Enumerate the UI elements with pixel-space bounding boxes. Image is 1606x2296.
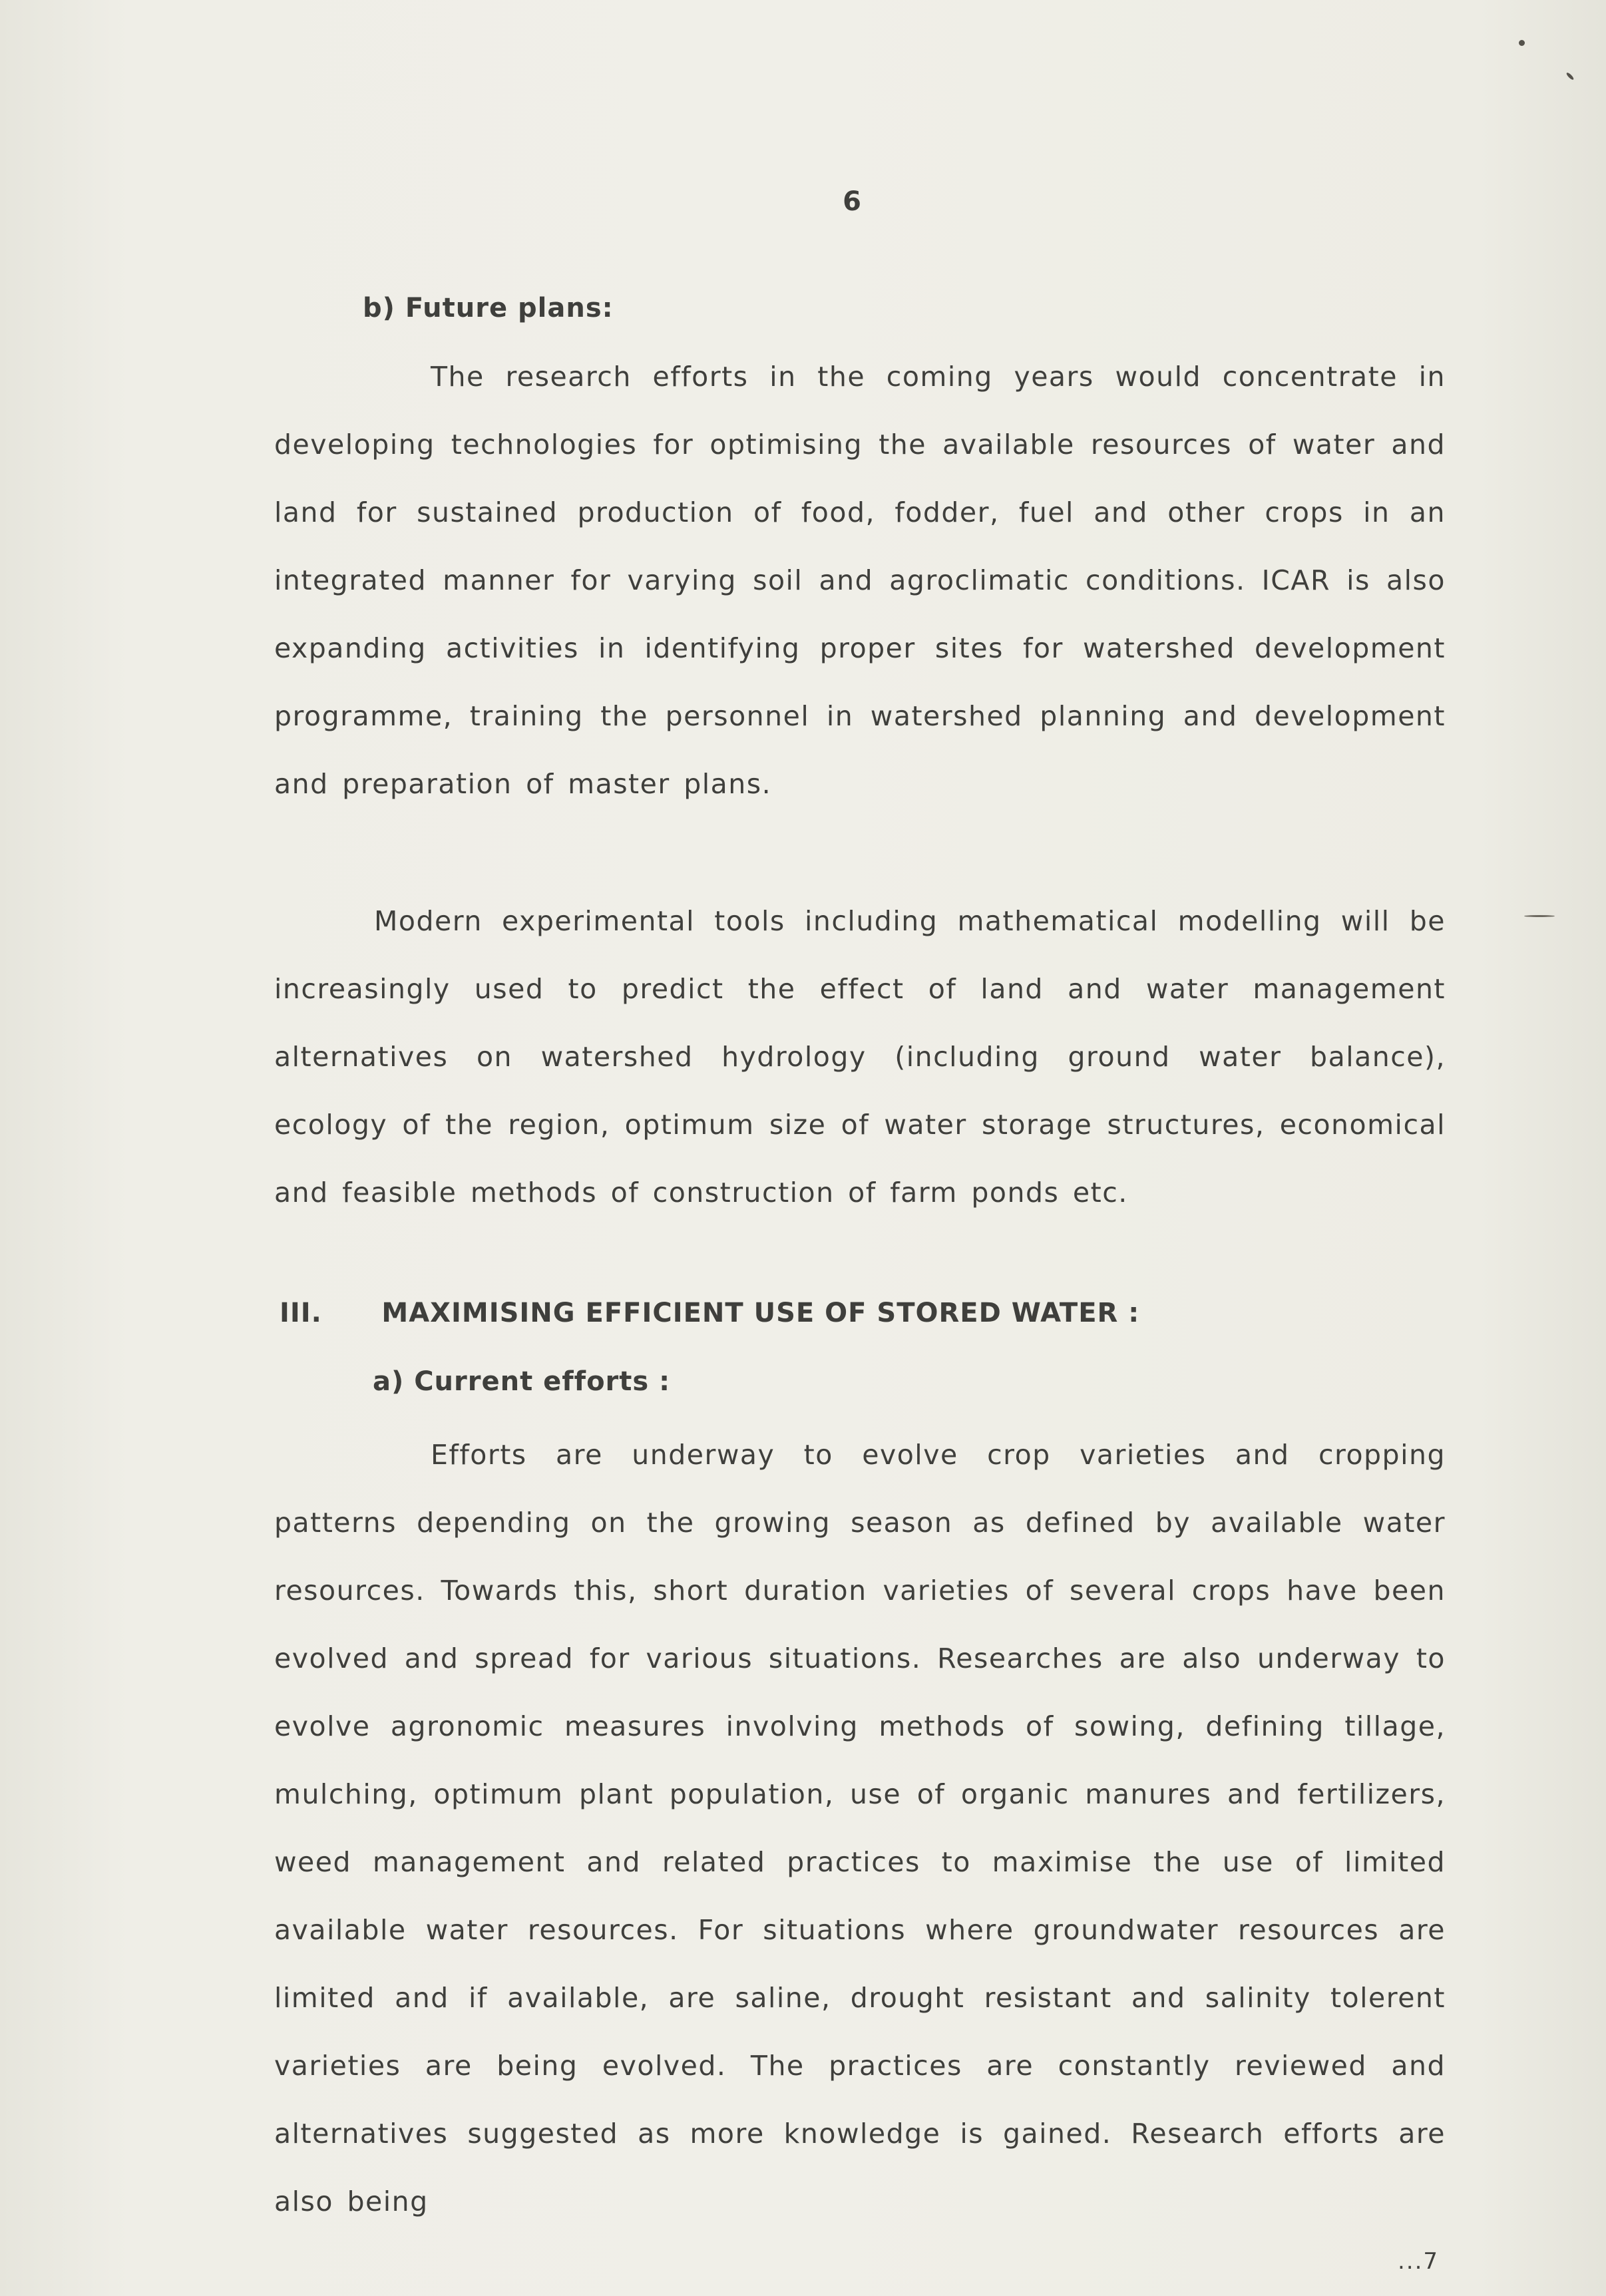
current-efforts-subheading: a) Current efforts : [373,1366,671,1397]
section-b-heading: b) Future plans: [363,293,614,323]
continuation-marker: ...7 [1398,2248,1440,2275]
future-plans-paragraph-2: Modern experimental tools including mathematical modelling will be increasingly used to predict the effect of land and water management alternatives on watershed hydrology (including ground water balance), ecology of the region, optimum size of water storage structures, economical and feasible methods of construction of farm ponds etc. [274,905,1446,1209]
future-plans-paragraph-1: The research efforts in the coming years would concentrate in developing technologies for optimising the available resources of water and land for sustained production of food, fodder, fuel and other crops in an integrated manner for varying soil and agroclimatic conditions. ICAR is also expanding activities in identifying proper sites for watershed development programme, training the personnel in watershed planning and development and preparation of master plans. [274,361,1446,800]
section-iii-heading: III. MAXIMISING EFFICIENT USE OF STORED WATER : [280,1298,1140,1328]
paper-speck [1519,40,1525,46]
paper-mark [1524,915,1555,917]
paper-speck [1565,72,1574,81]
current-efforts-paragraph: Efforts are underway to evolve crop varieties and cropping patterns depending on the growing season as defined by available water resources. Towards this, short duration varieties of several crops have been evolved and spread for various situations. Researches are also underway to evolve agronomic measures involving methods of sowing, defining tillage, mulching, optimum plant population, use of organic manures and fertilizers, weed management and related practices to maximise the use of limited available water resources. For situations where groundwater resources are limited and if available, are saline, drought resistant and salinity tolerent varieties are being evolved. The practices are constantly reviewed and alternatives suggested as more knowledge is gained. Research efforts are also being [274,1439,1446,2217]
page-number: 6 [843,186,861,217]
